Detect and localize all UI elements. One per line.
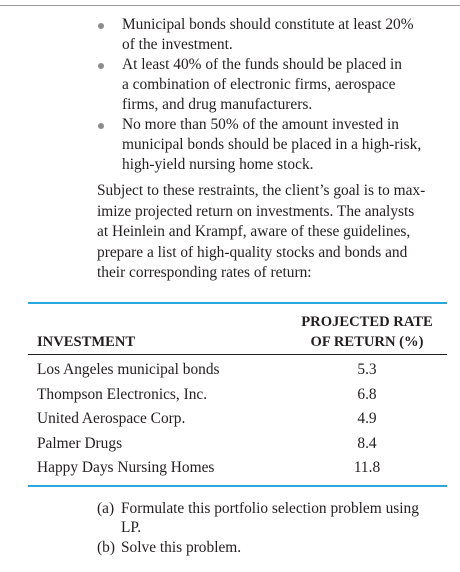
paragraph-line: at Heinlein and Krampf, aware of these guidelines, xyxy=(97,223,411,240)
question-line: LP. xyxy=(121,519,142,536)
bullet-line: high-yield nursing home stock. xyxy=(122,156,314,173)
bullet-line: firms, and drug manufacturers. xyxy=(122,96,313,113)
paragraph-line: imize projected return on investments. The analysts xyxy=(97,202,415,220)
question-line: Formulate this portfolio selection problem using xyxy=(121,500,419,517)
table-body xyxy=(28,355,447,485)
rate-cell: 6.8 xyxy=(357,385,377,403)
bullet-line: a combination of electronic firms, aerospace xyxy=(122,76,396,93)
constraint-bullet-list xyxy=(97,15,447,175)
table-row xyxy=(28,358,447,383)
bullet-line: No more than 50% of the amount invested in xyxy=(122,116,399,133)
table-row xyxy=(28,383,447,408)
question-item-a xyxy=(97,499,447,537)
column-header-projected-rate xyxy=(282,312,452,352)
paragraph-line: their corresponding rates of return: xyxy=(97,264,312,281)
bullet-line: At least 40% of the funds should be placed in xyxy=(122,56,402,73)
bullet-item-municipal-bonds xyxy=(97,15,447,55)
bullet-line: of the investment. xyxy=(122,36,233,53)
table-row xyxy=(28,432,447,457)
bullet-line: municipal bonds should be placed in a high-risk, xyxy=(122,136,422,153)
paragraph-line: Subject to these restraints, the client’s goal is to max- xyxy=(97,182,426,199)
top-divider xyxy=(0,5,460,6)
bullet-item-funds-allocation xyxy=(97,55,447,115)
rate-cell: 5.3 xyxy=(357,361,377,378)
bullet-item-nursing-home-limit xyxy=(97,115,447,175)
investment-name-cell: Los Angeles municipal bonds xyxy=(37,361,220,378)
column-header-investment: INVESTMENT xyxy=(37,334,136,350)
bullet-dot-icon xyxy=(98,23,104,29)
paragraph-line: prepare a list of high-quality stocks and bonds and xyxy=(97,243,408,261)
investment-name-cell: Palmer Drugs xyxy=(37,434,123,452)
rate-cell: 4.9 xyxy=(357,410,377,427)
table-row xyxy=(28,456,447,481)
question-label: (b) xyxy=(97,539,115,556)
question-list xyxy=(97,499,447,558)
column-header-rate-line: OF RETURN (%) xyxy=(310,334,424,350)
table-header xyxy=(28,304,447,355)
table-row xyxy=(28,407,447,432)
investment-name-cell: United Aerospace Corp. xyxy=(37,410,186,427)
bullet-line: Municipal bonds should constitute at least 20% xyxy=(122,16,414,33)
goal-paragraph xyxy=(97,181,447,284)
bullet-dot-icon xyxy=(98,123,104,129)
rate-cell: 11.8 xyxy=(353,459,381,476)
question-label: (a) xyxy=(97,500,115,517)
investment-table xyxy=(28,302,447,487)
bullet-dot-icon xyxy=(98,63,104,69)
investment-name-cell: Thompson Electronics, Inc. xyxy=(37,385,208,403)
rate-cell: 8.4 xyxy=(357,434,377,452)
question-item-b xyxy=(97,538,447,557)
column-header-rate-line: PROJECTED RATE xyxy=(301,314,433,330)
question-line: Solve this problem. xyxy=(121,539,242,556)
investment-name-cell: Happy Days Nursing Homes xyxy=(37,459,215,476)
